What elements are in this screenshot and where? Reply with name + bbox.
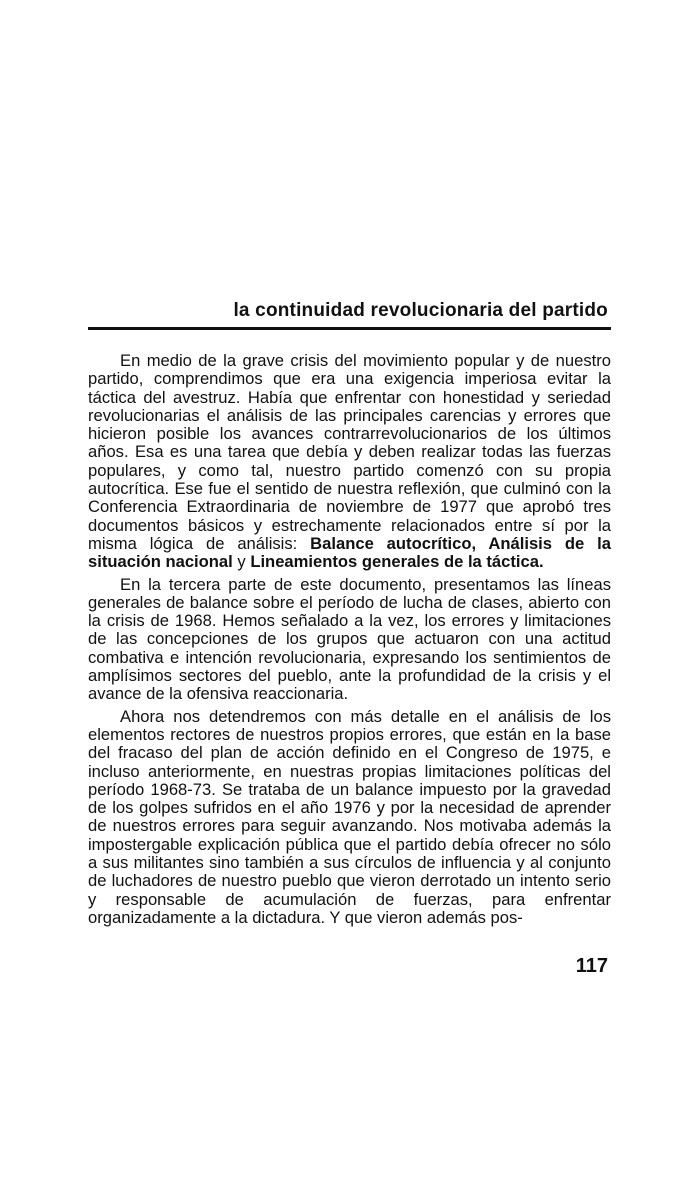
page-number: 117 — [575, 955, 608, 977]
running-header: la continuidad revolucionaria del partido — [233, 300, 608, 321]
bold-title-2: Lineamientos generales de la táctica. — [250, 552, 544, 572]
paragraph-3: Ahora nos detendremos con más detalle en el análisis de los elementos rectores de nuestros propios errores, que están en la base del fracaso del plan de acción definido en el Congreso de 1975, e incluso anteriormente, en nuestras propias limitaciones políticas del período 1968-73. Se trataba de un balance impuesto por la gravedad de los golpes sufridos en el año 1976 y por la necesidad de aprender de nuestros errores para seguir avanzando. Nos motivaba además la impostergable explicación pública que el partido debía ofrecer no sólo a sus militantes sino también a sus círculos de influencia y al conjunto de luchadores de nuestro pueblo que vieron derrotado un intento serio y responsable de acumulación de fuerzas, para enfrentar organizadamente a la dictadura. Y que vieron además pos- — [88, 706, 611, 927]
paragraph-2: En la tercera parte de este documento, presentamos las líneas generales de balance sobre el período de lucha de clases, abierto con la crisis de 1968. Hemos señalado a la vez, los errores y limitaciones de las concepciones de los grupos que actuaron con una actitud combativa e intención revolucionaria, expresando los sentimientos de amplísimos sectores del pueblo, ante la profundidad de la crisis y el avance de la ofensiva reaccionaria. — [88, 574, 611, 704]
bold-title-1: Balance autocrítico, Análisis de la situación nacional — [88, 533, 611, 572]
body-text — [88, 352, 611, 931]
paragraph-1 — [88, 352, 611, 572]
paragraph-1-text: En medio de la grave crisis del movimiento popular y de nuestro partido, comprendimos que era una exigencia imperiosa evitar la táctica del avestruz. Había que enfrentar con honestidad y seriedad revolucionarias el análisis de las principales carencias y errores que hicieron posible los avances contrarrevolucionarios de los últimos años. Esa es una tarea que debía y deben realizar todas las fuerzas populares, y como tal, nuestro partido comenzó con su propia autocrítica. Ese fue el sentido de nuestra reflexión, que culminó con la Conferencia Extraordinaria de noviembre de 1977 que aprobó tres documentos básicos y estrechamente relacionados entre sí por la misma lógica de análisis: — [88, 351, 611, 553]
paragraph-1-connector: y — [232, 552, 251, 572]
header-rule — [88, 327, 611, 330]
